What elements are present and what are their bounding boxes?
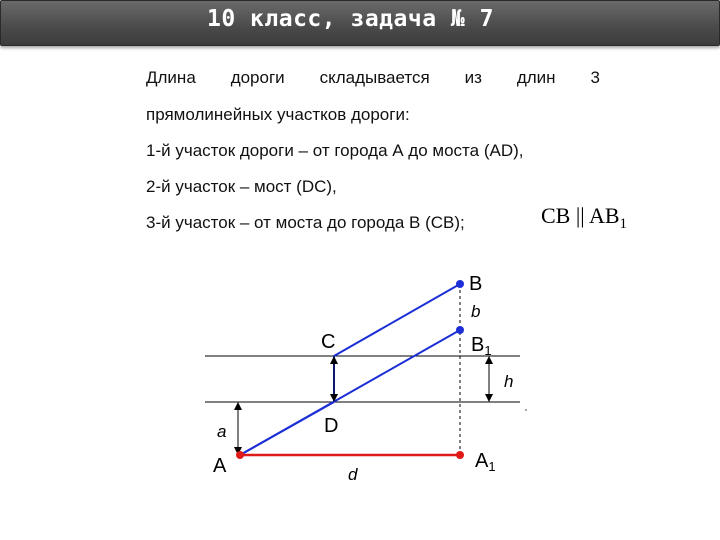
word: из — [464, 68, 482, 87]
label-A1-subscript: 1 — [488, 459, 496, 474]
point-B1 — [456, 326, 464, 334]
label-h: h — [504, 372, 514, 391]
point-A1 — [456, 451, 464, 459]
label-B1-subscript: 1 — [484, 343, 492, 358]
formula-subscript: 1 — [619, 216, 628, 232]
formula-main: CB || AB — [541, 203, 620, 228]
segment-AB1 — [240, 330, 460, 455]
word: дороги — [230, 68, 285, 87]
word: 3 — [590, 68, 600, 87]
label-D: D — [324, 415, 339, 437]
road-segment-CB — [334, 284, 460, 356]
label-A1 — [475, 450, 496, 474]
slide-title: 10 класс, задача № 7 — [207, 6, 494, 32]
label-b: b — [471, 302, 481, 321]
problem-line-3: 1-й участок дороги – от города А до моста (AD), — [146, 141, 524, 160]
label-a: a — [217, 422, 227, 441]
label-A: A — [213, 455, 227, 477]
label-B: B — [469, 273, 483, 295]
label-B1 — [471, 334, 492, 358]
word: длин — [516, 68, 556, 87]
word: Длина — [146, 68, 196, 87]
river-bank-dot — [525, 409, 527, 411]
problem-line-4: 2-й участок – мост (DC), — [146, 177, 337, 196]
point-B — [456, 280, 464, 288]
problem-line-2: прямолинейных участков дороги: — [146, 105, 410, 124]
point-A — [236, 451, 244, 459]
label-d: d — [348, 465, 358, 484]
word: складывается — [319, 68, 430, 87]
problem-line-5: 3-й участок – от моста до города В (CВ); — [146, 213, 465, 232]
label-B1-letter: B — [471, 334, 485, 356]
label-A1-letter: A — [475, 450, 489, 472]
label-C: C — [321, 331, 336, 353]
